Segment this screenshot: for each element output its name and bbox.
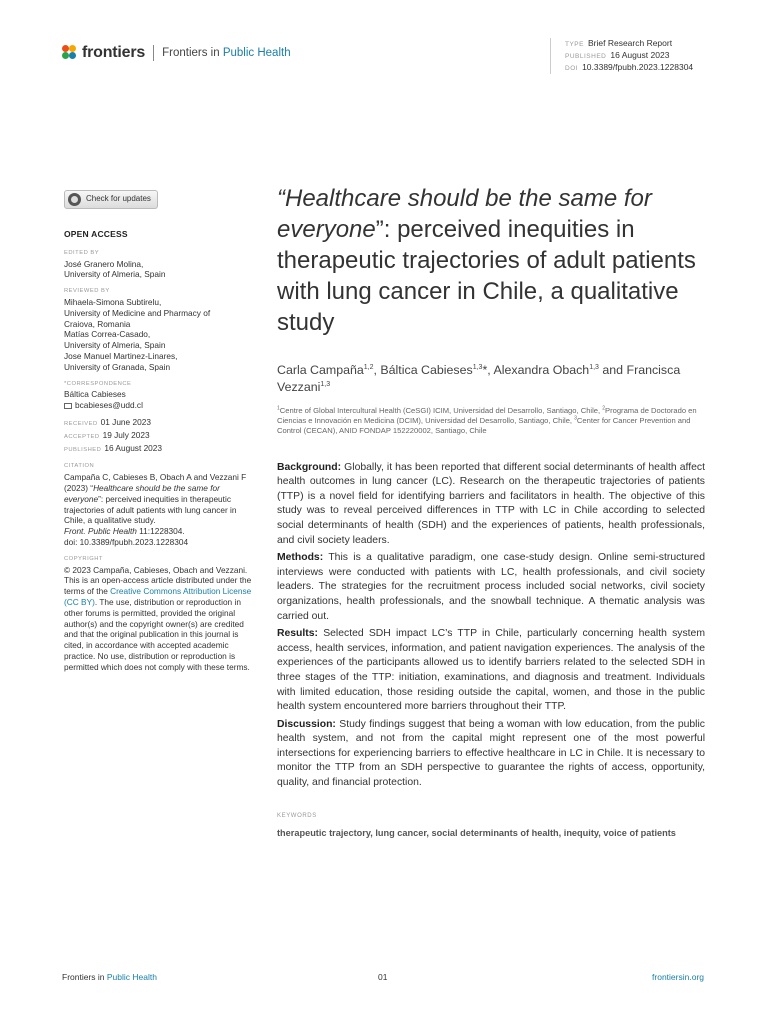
frontiers-logo-icon — [62, 45, 78, 61]
abstract-methods: Methods: This is a qualitative paradigm, one case-study design. Online semi-structured interviews were conducted with patients with LC, health professionals, and civil society leaders. The strategies for the recruitment process included social networks, civil society organizations, health professionals, and the snowball technique. A thematic analysis was carried out. — [277, 552, 705, 622]
check-updates-icon — [68, 193, 81, 206]
keywords: therapeutic trajectory, lung cancer, social determinants of health, inequity, voice of patients — [277, 827, 676, 838]
license-link[interactable]: Creative Commons Attribution License (CC BY) — [64, 586, 252, 607]
edited-by: José Granero Molina, University of Almeria, Spain — [64, 258, 166, 280]
reviewed-by-label: REVIEWED BY — [64, 288, 110, 295]
footer-journal: Frontiers in Public Health — [62, 972, 157, 982]
published-date-sidebar: 16 August 2023 — [104, 442, 163, 453]
journal-name: Frontiers in Public Health — [162, 47, 291, 59]
open-access-label: OPEN ACCESS — [64, 229, 128, 239]
doi[interactable]: 10.3389/fpubh.2023.1228304 — [582, 62, 694, 72]
citation-label: CITATION — [64, 463, 95, 470]
dates: RECEIVED 01 June 2023 ACCEPTED 19 July 2023 PUBLISHED 16 August 2023 — [64, 416, 163, 453]
keywords-label: KEYWORDS — [277, 812, 317, 819]
article-type: Brief Research Report — [587, 38, 673, 48]
page-header — [62, 38, 722, 76]
affiliations: $^1$Centre of Global Intercultural Health (CeSGI) ICIM, Universidad del Desarrollo, Santiago, Chile, $^2$Programa de Doctorado en Ciencias e Innovación en Medicina (DCIM), Universidad del Desarrollo, Santiago, Chile, $^3$Center for Cancer Prevention and Control (CECAN), ANID FONDAP 152220002, Santiago, Chile — [277, 405, 697, 436]
author-list: Carla Campaña$^{1,2}$, Báltica Cabieses$^{1,3}$*, Alexandra Obach$^{1,3}$ and Francisca Vezzani$^{1,3}$ — [277, 363, 681, 394]
abstract-background: Background: Globally, it has been reported that different social determinants of health affect health outcomes in lung cancer (LC). Research on the therapeutic trajectories of patients (TTP) is a novel field for identifying barriers and facilitators in health. The objective of this study was to reveal perceived differences in TTP with LC in Chile according to selected social determinants of health (SDH) and the experiences of patients, health professionals, and civil society leaders. — [277, 461, 705, 546]
citation: Campaña C, Cabieses B, Obach A and Vezzani F (2023) “Healthcare should be the same for everyone”: perceived inequities in therapeutic trajectories of adult patients with lung cancer in Chile, a qualitative study. Front. Public Health 11:1228304. doi: 10.3389/fpubh.2023.1228304 — [64, 472, 247, 547]
reviewed-by: Mihaela-Simona Subtirelu, University of Medicine and Pharmacy of Craiova, Romania Matías Correa-Casado, University of Almeria, Spain Jose Manuel Martinez-Linares, University of Granada, Spain — [64, 296, 211, 372]
edited-by-label: EDITED BY — [64, 249, 100, 256]
correspondence-email[interactable]: bcabieses@udd.cl — [64, 400, 254, 411]
accepted-date: 19 July 2023 — [102, 429, 150, 440]
article-main — [277, 183, 705, 839]
email-icon — [64, 403, 72, 409]
received-date: 01 June 2023 — [100, 416, 151, 427]
correspondence-label: *CORRESPONDENCE — [64, 380, 132, 387]
published-date: 16 August 2023 — [610, 50, 670, 60]
sidebar — [64, 190, 254, 672]
article-meta: TYPE Brief Research Report PUBLISHED 16 August 2023 DOI 10.3389/fpubh.2023.1228304 — [550, 38, 693, 74]
abstract — [277, 461, 705, 791]
correspondence-name: Báltica Cabieses — [64, 389, 126, 400]
copyright: © 2023 Campaña, Cabieses, Obach and Vezzani. This is an open-access article distributed under the terms of the Creative Commons Attribution License (CC BY). The use, distribution or reproduction in other forums is permitted, provided the original author(s) and the copyright owner(s) are credited and that the original publication in this journal is cited, in accordance with accepted academic practice. No use, distribution or reproduction is permitted which does not comply with these terms. — [64, 564, 252, 672]
check-updates-button[interactable]: Check for updates — [64, 190, 158, 209]
brand-name: frontiers — [82, 44, 146, 61]
abstract-discussion: Discussion: Study findings suggest that being a woman with low education, from the public health system, and not from the capital might represent one of the most powerful intersections for experiencing barriers to effective healthcare in LC in Chile. It is necessary to monitor the TTP from an SDH perspective to guarantee the rights of access, opportunity, quality, and financial protection. — [277, 718, 705, 789]
copyright-label: COPYRIGHT — [64, 555, 103, 562]
logo-divider — [153, 45, 154, 61]
journal-logo[interactable] — [62, 44, 291, 62]
abstract-results: Results: Selected SDH impact LC’s TTP in Chile, particularly concerning health system access, health services, information, and patient navigation experiences. The analysis of the experiences of the participants allowed us to identify barriers related to the selected SDH in three stages of the TTP: initiation, examinations, and diagnosis and treatment. Individuals with limited education, those residing outside the capital, women, and those in the public health system encountered more barriers throughout their TTP. — [277, 628, 705, 713]
footer-site-link[interactable]: frontiersin.org — [652, 972, 704, 982]
article-title: “Healthcare should be the same for everyone”: perceived inequities in therapeutic trajectories of adult patients with lung cancer in Chile, a qualitative study — [277, 185, 696, 336]
page-number: 01 — [378, 972, 388, 982]
